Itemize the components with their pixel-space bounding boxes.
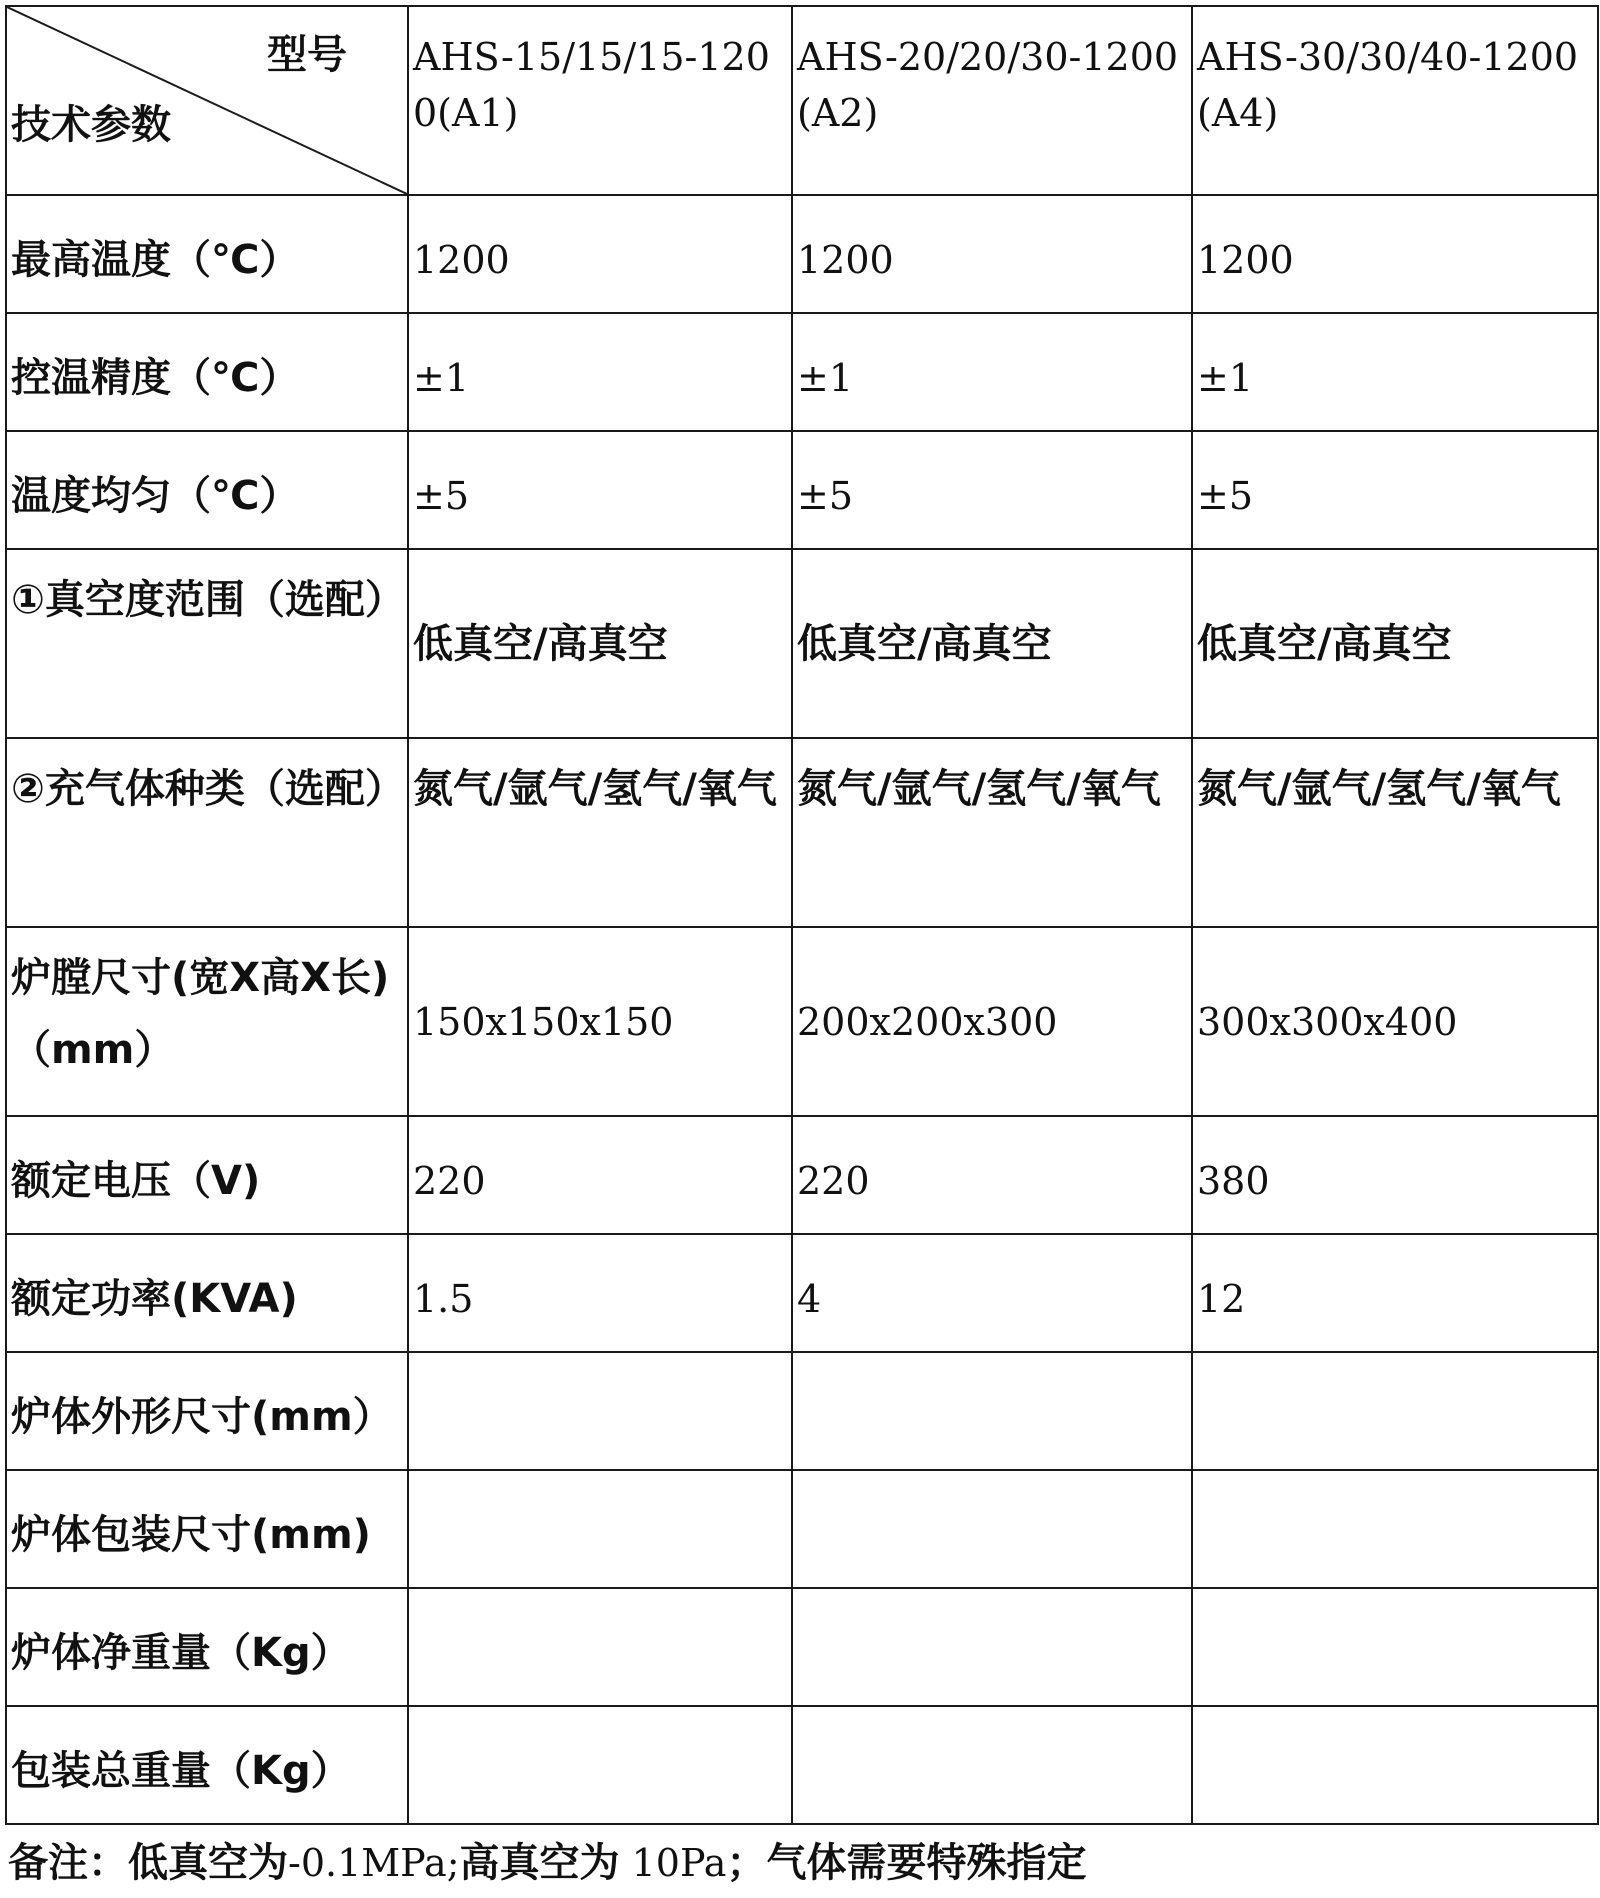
value-cell — [1192, 1470, 1598, 1588]
value-cell: 220 — [792, 1116, 1192, 1234]
value-cell: ±1 — [408, 313, 792, 431]
value-cell — [792, 1588, 1192, 1706]
table-row — [6, 313, 1598, 431]
value-cell — [1192, 1588, 1598, 1706]
value-cell — [792, 1706, 1192, 1824]
param-label: 炉膛尺寸(宽X高X长)（mm） — [6, 927, 408, 1116]
param-label: 包装总重量（Kg） — [6, 1706, 408, 1824]
param-label: ②充气体种类（选配） — [6, 738, 408, 927]
value-cell: ±1 — [792, 313, 1192, 431]
param-label: 最高温度（℃） — [6, 195, 408, 313]
footnote-high-vacuum-value: 10Pa — [619, 1841, 727, 1885]
param-label: 炉体外形尺寸(mm） — [6, 1352, 408, 1470]
table-row — [6, 549, 1598, 738]
param-label: 控温精度（℃） — [6, 313, 408, 431]
value-cell: 4 — [792, 1234, 1192, 1352]
value-cell: 低真空/高真空 — [792, 549, 1192, 738]
value-cell — [792, 1352, 1192, 1470]
header-row — [6, 6, 1598, 195]
model-header-a1: AHS-15/15/15-1200(A1) — [408, 6, 792, 195]
value-cell — [408, 1706, 792, 1824]
value-cell — [792, 1470, 1192, 1588]
table-row — [6, 1588, 1598, 1706]
table-row — [6, 1470, 1598, 1588]
value-cell: ±1 — [1192, 313, 1598, 431]
footnote-tail: ；气体需要特殊指定 — [726, 1840, 1087, 1886]
corner-label-model: 型号 — [267, 32, 347, 78]
table-row — [6, 431, 1598, 549]
value-cell: 1200 — [792, 195, 1192, 313]
value-cell: 1200 — [408, 195, 792, 313]
value-cell: 1200 — [1192, 195, 1598, 313]
value-cell: 200x200x300 — [792, 927, 1192, 1116]
value-cell — [1192, 1706, 1598, 1824]
param-label: 炉体包装尺寸(mm) — [6, 1470, 408, 1588]
table-row — [6, 195, 1598, 313]
value-cell — [408, 1352, 792, 1470]
value-cell: ±5 — [792, 431, 1192, 549]
param-label: 炉体净重量（Kg） — [6, 1588, 408, 1706]
param-label: 额定功率(KVA) — [6, 1234, 408, 1352]
table-row — [6, 1706, 1598, 1824]
param-label: ①真空度范围（选配） — [6, 549, 408, 738]
model-header-a2: AHS-20/20/30-1200(A2) — [792, 6, 1192, 195]
value-cell: 380 — [1192, 1116, 1598, 1234]
value-cell: 氮气/氩气/氢气/氧气 — [408, 738, 792, 927]
value-cell: 低真空/高真空 — [1192, 549, 1598, 738]
value-cell — [1192, 1352, 1598, 1470]
table-row — [6, 1234, 1598, 1352]
param-label: 温度均匀（℃） — [6, 431, 408, 549]
value-cell: 150x150x150 — [408, 927, 792, 1116]
spec-table — [5, 5, 1599, 1825]
value-cell: 12 — [1192, 1234, 1598, 1352]
corner-label-params: 技术参数 — [11, 102, 171, 148]
value-cell: 1.5 — [408, 1234, 792, 1352]
footnote — [8, 1835, 1086, 1891]
footnote-high-vacuum-label: 高真空为 — [459, 1840, 620, 1886]
value-cell: 氮气/氩气/氢气/氧气 — [792, 738, 1192, 927]
table-row — [6, 1352, 1598, 1470]
footnote-low-vacuum-value: -0.1MPa; — [288, 1841, 460, 1885]
value-cell — [408, 1588, 792, 1706]
table-row — [6, 738, 1598, 927]
table-row — [6, 1116, 1598, 1234]
model-header-a4: AHS-30/30/40-1200(A4) — [1192, 6, 1598, 195]
value-cell: 低真空/高真空 — [408, 549, 792, 738]
value-cell: 氮气/氩气/氢气/氧气 — [1192, 738, 1598, 927]
value-cell — [408, 1470, 792, 1588]
value-cell: ±5 — [408, 431, 792, 549]
param-label: 额定电压（V) — [6, 1116, 408, 1234]
table-row — [6, 927, 1598, 1116]
value-cell: 220 — [408, 1116, 792, 1234]
value-cell: 300x300x400 — [1192, 927, 1598, 1116]
value-cell: ±5 — [1192, 431, 1598, 549]
corner-header-cell — [6, 6, 408, 195]
footnote-label: 备注：低真空为 — [8, 1840, 288, 1886]
